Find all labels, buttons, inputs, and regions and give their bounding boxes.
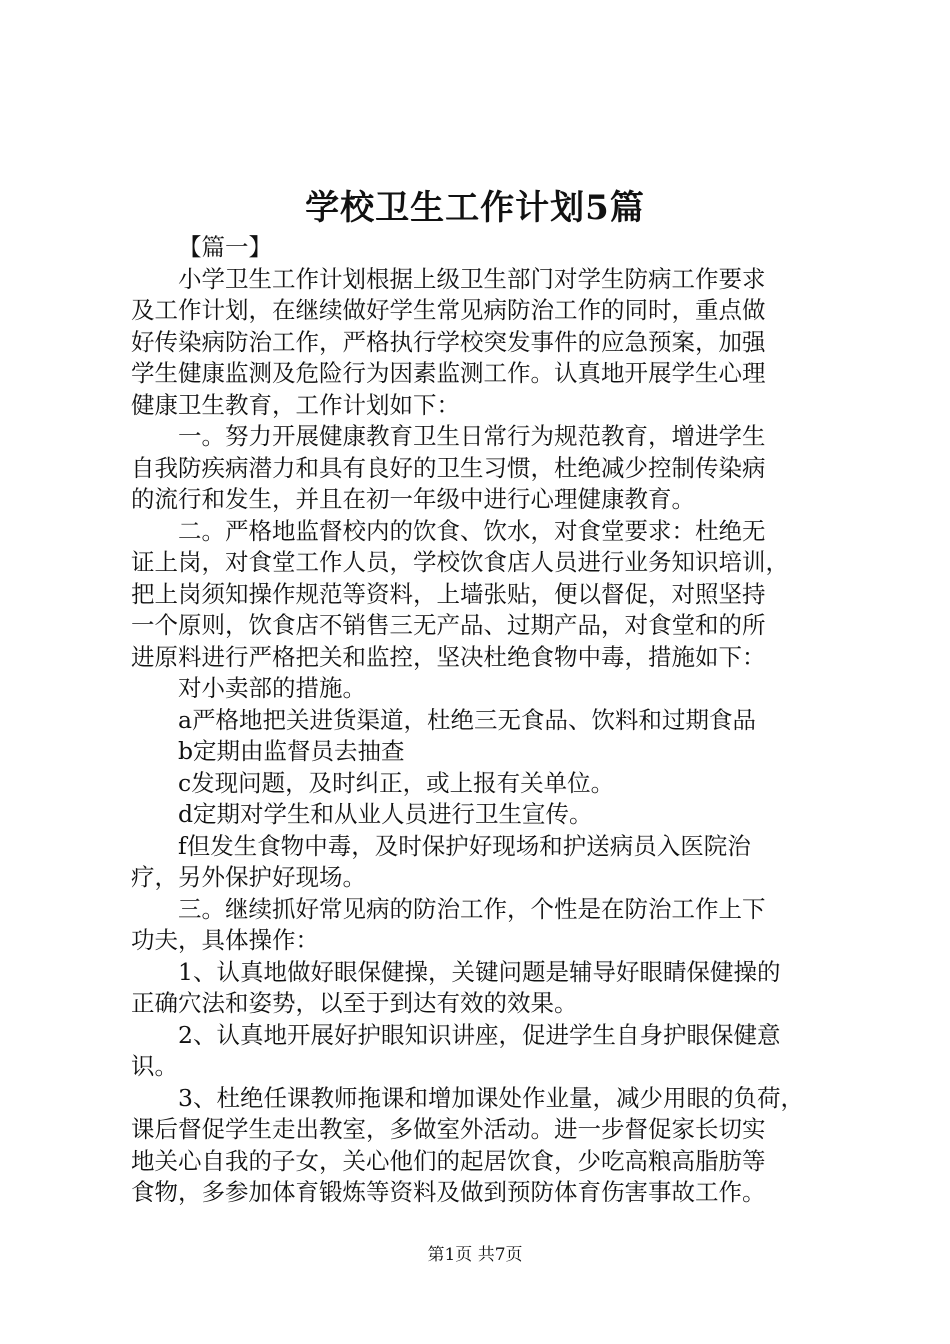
paragraph-line: 三。继续抓好常见病的防治工作，个性是在防治工作上下 bbox=[178, 894, 766, 923]
paragraph-line: 一个原则，饮食店不销售三无产品、过期产品，对食堂和的所 bbox=[131, 611, 766, 639]
paragraph-line: c发现问题，及时纠正，或上报有关单位。 bbox=[178, 768, 615, 797]
paragraph-line: 地关心自我的子女，关心他们的起居饮食，少吃高粮高脂肪等 bbox=[131, 1146, 766, 1175]
paragraph-line: b定期由监督员去抽查 bbox=[178, 737, 405, 765]
document-title: 学校卫生工作计划5篇 bbox=[305, 188, 645, 228]
paragraph-line: d定期对学生和从业人员进行卫生宣传。 bbox=[178, 800, 593, 828]
body-paragraph bbox=[131, 1083, 831, 1209]
body-paragraph bbox=[131, 894, 831, 957]
paragraph-line: 【篇一】 bbox=[178, 233, 272, 261]
paragraph-line: 识。 bbox=[131, 1052, 178, 1080]
paragraph-line: 学生健康监测及危险行为因素监测工作。认真地开展学生心理 bbox=[131, 359, 766, 387]
paragraph-line: 对小卖部的措施。 bbox=[178, 674, 366, 702]
paragraph-line: 好传染病防治工作，严格执行学校突发事件的应急预案，加强 bbox=[131, 327, 766, 356]
paragraph-line: 小学卫生工作计划根据上级卫生部门对学生防病工作要求 bbox=[178, 264, 766, 293]
paragraph-line: 课后督促学生走出教室，多做室外活动。进一步督促家长切实 bbox=[131, 1115, 766, 1143]
paragraph-line: a严格地把关进货渠道，杜绝三无食品、饮料和过期食品 bbox=[178, 705, 757, 734]
body-paragraph bbox=[131, 264, 831, 422]
paragraph-line: 把上岗须知操作规范等资料，上墙张贴，便以督促，对照坚持 bbox=[131, 579, 766, 608]
paragraph-line: 证上岗，对食堂工作人员，学校饮食店人员进行业务知识培训， bbox=[131, 548, 789, 576]
body-paragraph bbox=[131, 957, 831, 1020]
paragraph-line: 疗，另外保护好现场。 bbox=[131, 863, 366, 891]
body-paragraph bbox=[131, 232, 831, 264]
page-footer: 第1页 共7页 bbox=[427, 1245, 523, 1265]
paragraph-line: 的流行和发生，并且在初一年级中进行心理健康教育。 bbox=[131, 485, 695, 513]
paragraph-line: 功夫，具体操作： bbox=[131, 926, 319, 954]
body-paragraph bbox=[131, 799, 831, 831]
paragraph-line: 正确穴法和姿势，以至于到达有效的效果。 bbox=[131, 989, 578, 1017]
body-paragraph bbox=[131, 736, 831, 768]
body-paragraph bbox=[131, 705, 831, 737]
body-paragraph bbox=[131, 673, 831, 705]
paragraph-line: 健康卫生教育，工作计划如下： bbox=[131, 390, 460, 419]
body-paragraph bbox=[131, 421, 831, 516]
paragraph-line: 自我防疾病潜力和具有良好的卫生习惯，杜绝减少控制传染病 bbox=[131, 453, 766, 482]
paragraph-line: 二。严格地监督校内的饮食、饮水，对食堂要求：杜绝无 bbox=[178, 516, 766, 545]
paragraph-line: 3、杜绝任课教师拖课和增加课处作业量，减少用眼的负荷， bbox=[178, 1083, 804, 1112]
body-paragraph bbox=[131, 768, 831, 800]
paragraph-line: 及工作计划，在继续做好学生常见病防治工作的同时，重点做 bbox=[131, 296, 766, 324]
paragraph-line: f但发生食物中毒，及时保护好现场和护送病员入医院治 bbox=[178, 831, 751, 860]
paragraph-line: 进原料进行严格把关和监控，坚决杜绝食物中毒，措施如下： bbox=[131, 642, 766, 671]
paragraph-line: 2、认真地开展好护眼知识讲座，促进学生自身护眼保健意 bbox=[178, 1020, 781, 1049]
body-paragraph bbox=[131, 1020, 831, 1083]
paragraph-line: 一。努力开展健康教育卫生日常行为规范教育，增进学生 bbox=[178, 422, 766, 450]
paragraph-line: 食物，多参加体育锻炼等资料及做到预防体育伤害事故工作。 bbox=[131, 1178, 766, 1206]
body-paragraph bbox=[131, 831, 831, 894]
document-body bbox=[131, 232, 831, 1209]
paragraph-line: 1、认真地做好眼保健操，关键问题是辅导好眼睛保健操的 bbox=[178, 957, 781, 986]
body-paragraph bbox=[131, 516, 831, 674]
